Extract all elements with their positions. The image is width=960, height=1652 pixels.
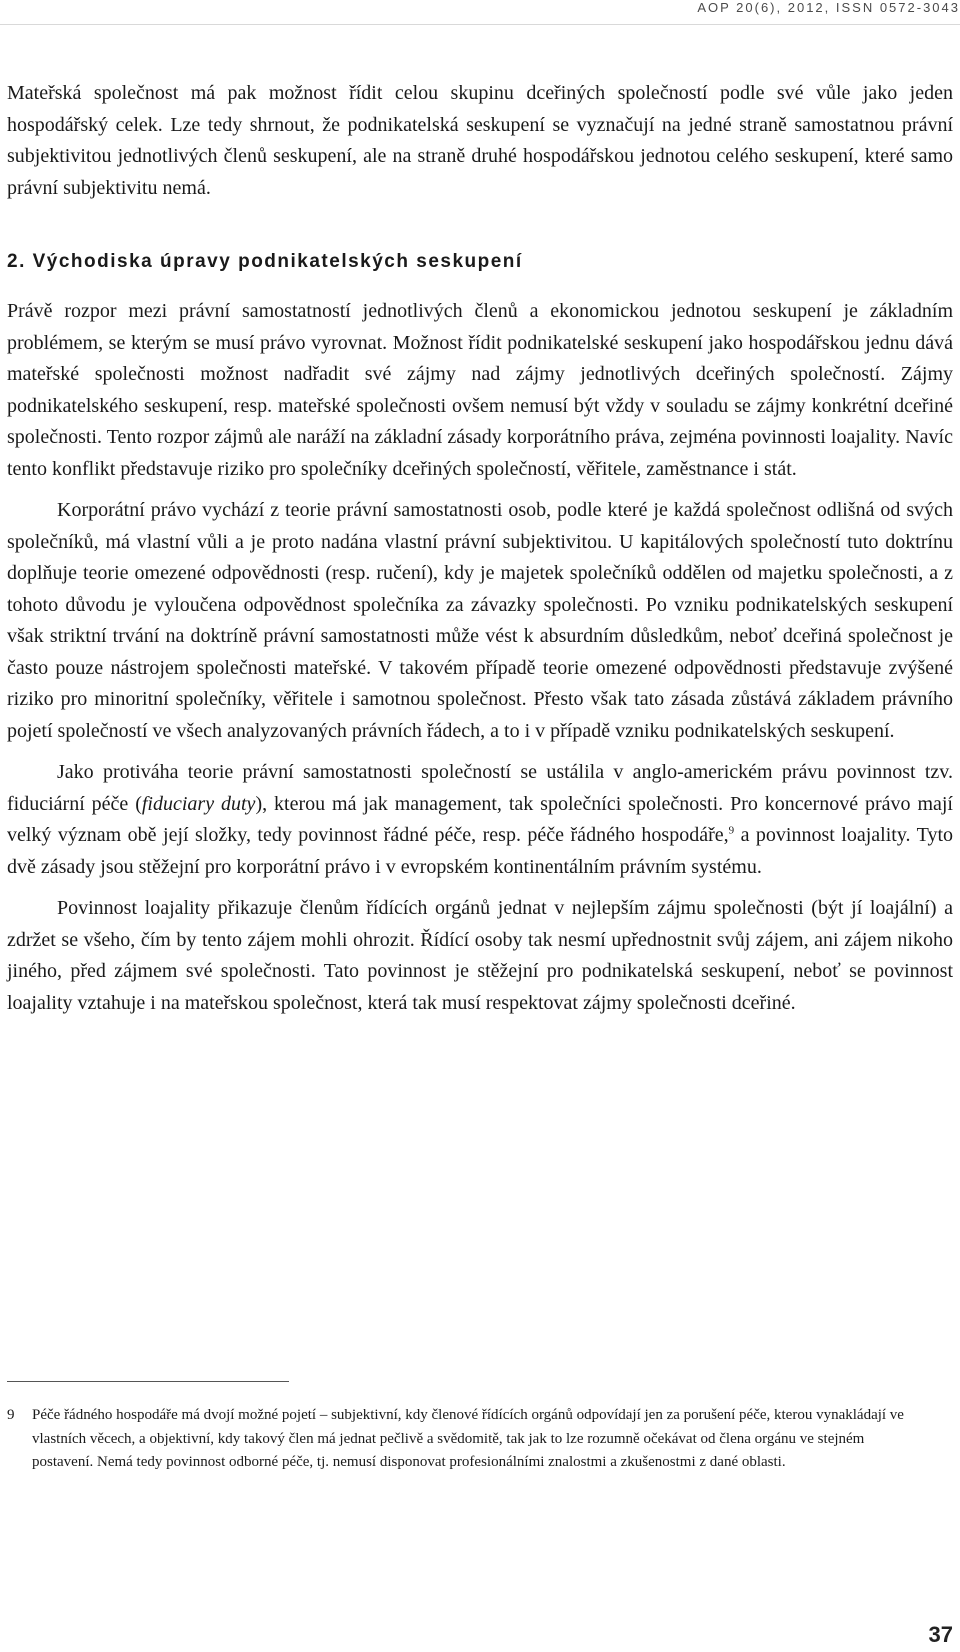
paragraph-3-text-b: ), kterou má jak management, tak společníci společnosti. Pro koncernové právo mají velký význam obě její složky, tedy povinnost řádné péče, resp. péče řádného hospodáře, [7,792,953,846]
footnote-divider [7,1381,289,1382]
paragraph-3-text-a: Jako protiváha teorie právní samostatnosti společností se ustálila v anglo-americkém právu povinnost tzv. fiduciární péče ( [7,761,953,815]
paragraph-3-text-c: a povinnost loajality. Tyto dvě zásady jsou stěžejní pro korporátní právo i v evropském kontinentálním právním systému. [7,824,953,878]
page-number: 37 [928,1622,953,1647]
running-header [0,0,960,25]
section-heading: 2. Východiska úpravy podnikatelských seskupení [7,251,523,272]
footnote-text: Péče řádného hospodáře má dvojí možné pojetí – subjektivní, kdy členové řídících orgánů odpovídají jen za porušení péče, kterou vynakládají ve vlastních věcech, a objektivní, kdy takový člen má jednat pečlivě a svědomitě, tak jak to lze rozumně očekávat od člena orgánu ve stejném postavení. Nemá tedy povinnost odborné péče, tj. nemusí disponovat profesionálními znalostmi a zkušenostmi z dané oblasti. [32,1407,904,1470]
paragraph-1: Právě rozpor mezi právní samostatností jednotlivých členů a ekonomickou jednotou seskupení je základním problémem, se kterým se musí právo vyrovnat. Možnost řídit podnikatelské seskupení jako hospodářskou jednu dává mateřské společnosti možnost nadřadit své zájmy nad zájmy jednotlivých dceřiných společností. Zájmy podnikatelského seskupení, resp. mateřské společnosti ovšem nemusí být vždy v souladu se zájmy konkrétní dceřiné společnosti. Tento rozpor zájmů ale naráží na základní zásady korporátního práva, zejména povinnosti loajality. Navíc tento konflikt představuje riziko pro společníky dceřiných společností, věřitele, zaměstnance i stát. [7,300,953,480]
journal-citation: AOP 20(6), 2012, ISSN 0572-3043 [697,0,960,15]
paragraph-2: Korporátní právo vychází z teorie právní samostatnosti osob, podle které je každá společnost odlišná od svých společníků, má vlastní vůli a je proto nadána vlastní právní subjektivitou. U kapitálových společností tuto doktrínu doplňuje teorie omezené odpovědnosti (resp. ručení), kdy je majetek společníků oddělen od majetku společnosti, a z tohoto důvodu je vyloučena odpovědnost společníka za závazky společnosti. Po vzniku podnikatelských seskupení však striktní trvání na doktríně právní samostatnosti může vést k absurdním důsledkům, neboť dceřiná společnost je často pouze nástrojem společnosti mateřské. V takovém případě teorie omezené odpovědnosti představuje zvýšené riziko pro minoritní společníky, věřitele i samotnou společnost. Přesto však tato zásada zůstává základem právního pojetí společností ve všech analyzovaných právních řádech, a to i v případě vzniku podnikatelských seskupení. [7,499,953,742]
paragraph-3-italic-term: fiduciary duty [141,792,256,815]
paragraph-4: Povinnost loajality přikazuje členům řídících orgánů jednat v nejlepším zájmu společnosti (být jí loajální) a zdržet se všeho, čím by tento zájem mohli ohrozit. Řídící osoby tak nesmí upřednostnit svůj zájem, ani zájem nikoho jiného, před zájmem své společnosti. Tato povinnost je stěžejní pro podnikatelská seskupení, neboť se povinnost loajality vztahuje i na mateřskou společnost, která tak musí respektovat zájmy společnosti dceřiné. [7,897,953,1014]
footnote-reference[interactable]: 9 [728,824,735,837]
intro-paragraph: Mateřská společnost má pak možnost řídit celou skupinu dceřiných společností podle své vůle jako jeden hospodářský celek. Lze tedy shrnout, že podnikatelská seskupení se vyznačují na jedné straně samostatnou právní subjektivitou jednotlivých členů seskupení, ale na straně druhé hospodářskou jednotou celého seskupení, které samo právní subjektivitu nemá. [7,82,953,199]
paragraph-3 [7,757,953,883]
footnote [7,1404,907,1475]
footnote-number: 9 [7,1407,15,1423]
main-text [7,78,953,1019]
